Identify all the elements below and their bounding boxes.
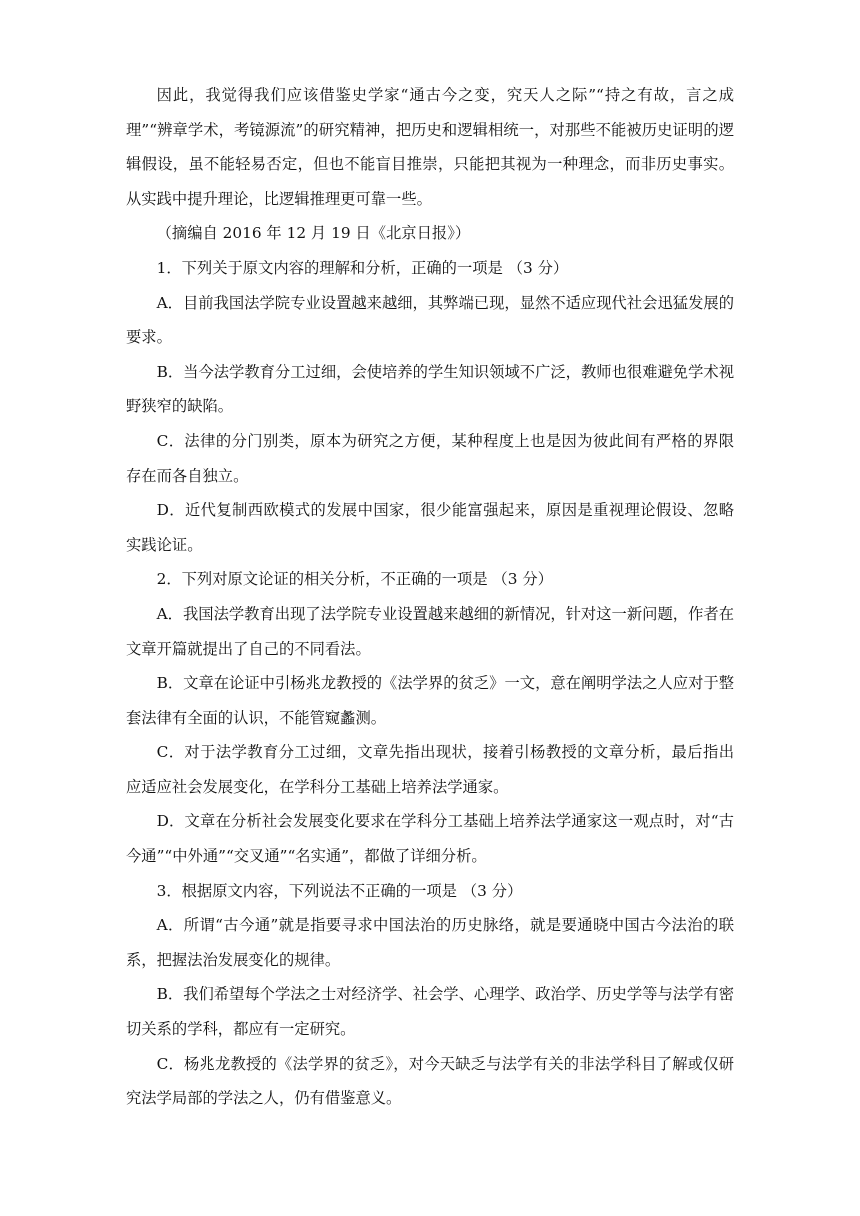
question-1-option-c: C．法律的分门别类，原本为研究之方便，某种程度上也是因为彼此间有严格的界限存在而各自独立。 bbox=[126, 431, 734, 485]
question-3-option-c: C．杨兆龙教授的《法学界的贫乏》，对今天缺乏与法学有关的非法学科目了解或仅研究法学局部的学法之人，仍有借鉴意义。 bbox=[126, 1054, 734, 1108]
source-note: （摘编自 2016 年 12 月 19 日《北京日报》） bbox=[156, 224, 471, 243]
question-1-option-b: B．当今法学教育分工过细，会使培养的学生知识领域不广泛，教师也很难避免学术视野狭窄的缺陷。 bbox=[126, 362, 734, 416]
question-1-stem: 1．下列关于原文内容的理解和分析，正确的一项是 （3 分） bbox=[156, 258, 569, 277]
question-2-option-b: B．文章在论证中引杨兆龙教授的《法学界的贫乏》一文，意在阐明学法之人应对于整套法律有全面的认识，不能管窥蠡测。 bbox=[126, 674, 734, 727]
question-3-option-a: A．所谓“古今通”就是指要寻求中国法治的历史脉络，就是要通晓中国古今法治的联系，把握法治发展变化的规律。 bbox=[126, 916, 734, 969]
question-1-option-a: A．目前我国法学院专业设置越来越细，其弊端已现，显然不适应现代社会迅猛发展的要求。 bbox=[126, 293, 734, 347]
question-3-option-b: B．我们希望每个学法之士对经济学、社会学、心理学、政治学、历史学等与法学有密切关系的学科，都应有一定研究。 bbox=[126, 985, 734, 1039]
question-2-option-d: D．文章在分析社会发展变化要求在学科分工基础上培养法学通家这一观点时，对“古今通”“中外通”“交叉通”“名实通”，都做了详细分析。 bbox=[126, 812, 734, 866]
question-1-option-d: D．近代复制西欧模式的发展中国家，很少能富强起来，原因是重视理论假设、忽略实践论证。 bbox=[126, 501, 734, 554]
question-3-stem: 3．根据原文内容，下列说法不正确的一项是 （3 分） bbox=[156, 881, 523, 900]
document-page bbox=[126, 78, 734, 1116]
intro-paragraph: 因此，我觉得我们应该借鉴史学家“通古今之变，究天人之际”“持之有故，言之成理”“辨章学术，考镜源流”的研究精神，把历史和逻辑相统一，对那些不能被历史证明的逻辑假设，虽不能轻易否定，但也不能盲目推崇，只能把其视为一种理念，而非历史事实。从实践中提升理论，比逻辑推理更可靠一些。 bbox=[126, 86, 734, 208]
question-2-option-c: C．对于法学教育分工过细，文章先指出现状，接着引杨教授的文章分析，最后指出应适应社会发展变化，在学科分工基础上培养法学通家。 bbox=[126, 743, 734, 796]
question-2-stem: 2．下列对原文论证的相关分析，不正确的一项是 （3 分） bbox=[156, 570, 553, 589]
question-2-option-a: A．我国法学教育出现了法学院专业设置越来越细的新情况，针对这一新问题，作者在文章开篇就提出了自己的不同看法。 bbox=[126, 604, 734, 658]
